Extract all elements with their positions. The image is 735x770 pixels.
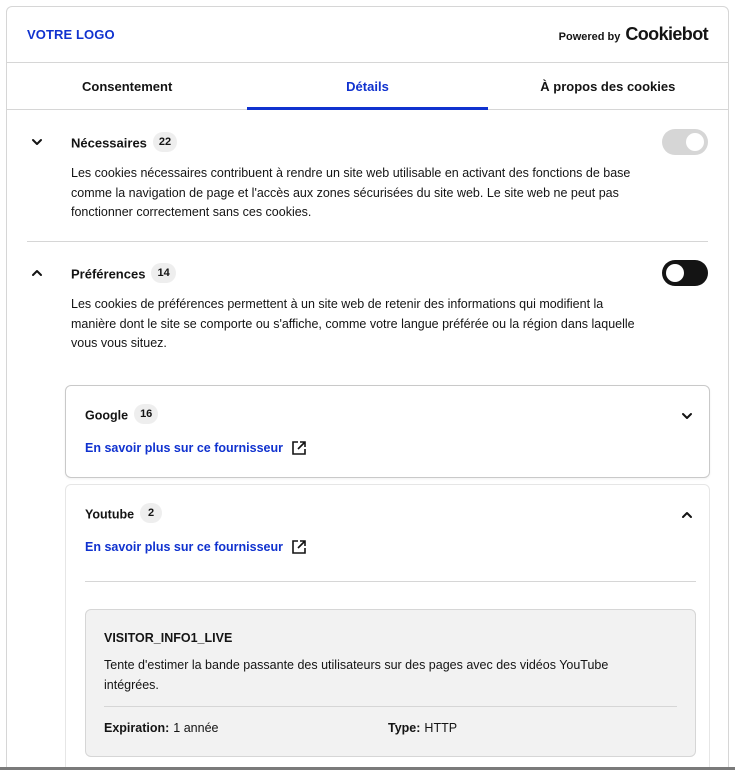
vendor-youtube-link[interactable] — [85, 539, 307, 555]
vendor-name: Google — [85, 408, 129, 423]
category-necessary-header[interactable] — [7, 128, 728, 156]
type-value: HTTP — [424, 721, 458, 735]
category-necessary-title — [71, 134, 177, 154]
divider — [104, 706, 677, 707]
vendor-card-google[interactable] — [65, 385, 710, 478]
header — [7, 7, 728, 63]
powered-by-label: Powered by — [558, 31, 621, 43]
tab-details[interactable]: Détails — [247, 64, 487, 109]
count-badge: 22 — [153, 132, 177, 152]
cookie-name: VISITOR_INFO1_LIVE — [104, 631, 233, 645]
cookie-expiration — [104, 721, 218, 735]
cookie-detail-card — [85, 609, 696, 757]
vendor-youtube-title — [85, 505, 162, 525]
toggle-knob — [666, 264, 684, 282]
cookie-type — [388, 721, 457, 735]
vendor-google-title — [85, 406, 158, 426]
preferences-toggle[interactable] — [662, 260, 708, 286]
category-preferences-description: Les cookies de préférences permettent à un site web de retenir des informations qui modifient la manière dont le site se comporte ou s'affiche, comme votre langue préférée ou la région dans laquelle vous vous situez. — [71, 297, 635, 350]
vendor-link-label: En savoir plus sur ce fournisseur — [85, 540, 283, 554]
external-link-icon — [291, 440, 307, 456]
vendor-google-link[interactable] — [85, 440, 307, 456]
expiration-value: 1 année — [173, 721, 219, 735]
vendor-card-youtube[interactable] — [65, 484, 710, 770]
cookie-description: Tente d'estimer la bande passante des utilisateurs sur des pages avec des vidéos YouTube intégrées. — [104, 658, 609, 692]
cookiebot-logo: Cookiebot — [625, 24, 708, 44]
chevron-down-icon[interactable] — [679, 408, 695, 424]
vendor-link-label: En savoir plus sur ce fournisseur — [85, 441, 283, 455]
tab-bar — [7, 64, 728, 110]
vendor-name: Youtube — [85, 507, 135, 522]
chevron-up-icon[interactable] — [679, 507, 695, 523]
category-necessary-label: Nécessaires — [71, 135, 147, 151]
count-badge: 2 — [140, 503, 162, 523]
chevron-up-icon[interactable] — [29, 265, 45, 281]
powered-by — [559, 24, 708, 45]
category-necessary-description: Les cookies nécessaires contribuent à rendre un site web utilisable en activant des fonctions de base comme la navigation de page et l'accès aux zones sécurisées du site web. Le site web ne peut pas fonctionner correctement sans ces cookies. — [71, 166, 631, 219]
tab-consentement[interactable]: Consentement — [82, 79, 173, 94]
tab-a-propos[interactable]: À propos des cookies — [540, 79, 676, 94]
expiration-label: Expiration: — [104, 721, 170, 735]
count-badge: 14 — [151, 263, 175, 283]
cookie-consent-panel — [6, 6, 729, 770]
necessary-toggle[interactable] — [662, 129, 708, 155]
count-badge: 16 — [134, 404, 158, 424]
type-label: Type: — [388, 721, 421, 735]
category-preferences-title — [71, 265, 176, 285]
toggle-knob — [686, 133, 704, 151]
divider — [27, 241, 708, 242]
external-link-icon — [291, 539, 307, 555]
divider — [85, 581, 696, 582]
category-preferences-label: Préférences — [71, 266, 146, 282]
chevron-down-icon[interactable] — [29, 134, 45, 150]
logo: VOTRE LOGO — [27, 27, 115, 42]
category-preferences-header[interactable] — [7, 259, 728, 287]
